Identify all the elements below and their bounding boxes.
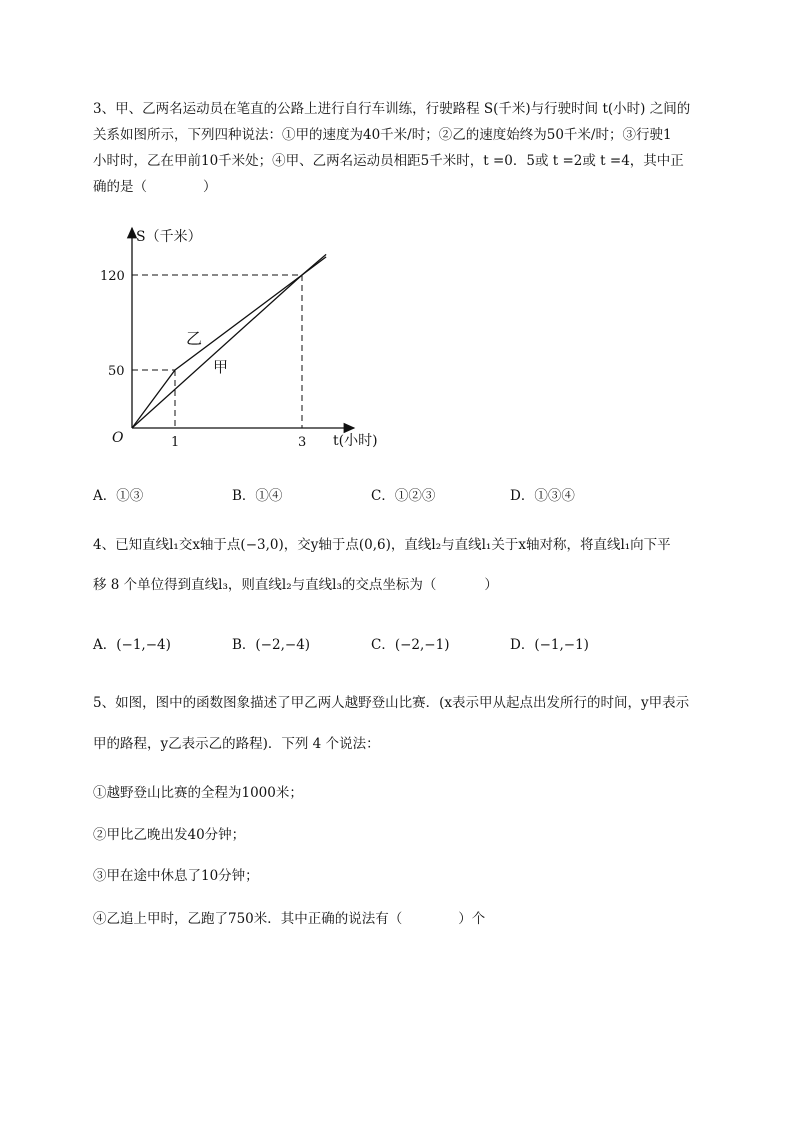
q3-graph (90, 218, 390, 458)
q5-item-1: ①越野登山比赛的全程为1000米； (93, 785, 303, 801)
series-label-yi: 乙 (186, 329, 203, 348)
q5-text-line-1: 5、如图，图中的函数图象描述了甲乙两人越野登山比赛．(x表示甲从起点出发所行的时间，y甲表示 (93, 695, 690, 711)
q3-text-line-3: 小时时，乙在甲前10千米处；④甲、乙两名运动员相距5千米时，t =0．5或 t =2或 t =4，其中正 (93, 153, 684, 169)
q5-item-4 (93, 910, 485, 928)
q4-stem-close: ） (484, 577, 498, 593)
q5-item-4-text: ④乙追上甲时，乙跑了750米．其中正确的说法有（ (93, 911, 403, 927)
q5-item-2: ②甲比乙晚出发40分钟； (93, 827, 246, 843)
series-label-jia: 甲 (213, 358, 229, 376)
q3-option-c: C．①②③ (371, 488, 436, 504)
y-tick-label: 50 (108, 364, 125, 379)
q3-text-line-2: 关系如图所示，下列四种说法：①甲的速度为40千米/时；②乙的速度始终为50千米/时；③行驶1 (93, 127, 672, 143)
series-line-jia (132, 254, 326, 428)
q4-option-d: D．(−1,−1) (510, 637, 589, 653)
q3-option-b: B．①④ (232, 488, 283, 504)
q5-item-4-tail: ）个 (458, 911, 486, 927)
y-tick-label: 120 (100, 269, 125, 284)
q4-option-b: B．(−2,−4) (232, 637, 311, 653)
q5-item-3: ③甲在途中休息了10分钟； (93, 868, 259, 884)
q3-stem-end: 确的是（ (93, 179, 147, 195)
q3-option-d: D．①③④ (510, 488, 575, 504)
x-tick-label: 1 (171, 435, 180, 450)
q3-option-a: A．①③ (93, 488, 144, 504)
x-axis-label: t(小时) (333, 433, 378, 449)
q3-stem-close: ） (203, 179, 217, 195)
q4-stem-end: 移 8 个单位得到直线l₃，则直线l₂与直线l₃的交点坐标为（ (93, 577, 437, 593)
q4-option-a: A．(−1,−4) (93, 637, 171, 653)
origin-label: O (112, 430, 124, 446)
q4-option-c: C．(−2,−1) (371, 637, 450, 653)
q4-text-line-2 (93, 576, 498, 594)
q5-text-line-2: 甲的路程，y乙表示乙的路程)．下列 4 个说法： (93, 736, 380, 752)
q3-text-line-4 (93, 178, 217, 196)
q4-text-line-1: 4、已知直线l₁交x轴于点(−3,0)，交y轴于点(0,6)，直线l₂与直线l₁关于x轴对称，将直线l₁向下平 (93, 537, 671, 553)
x-tick-label: 3 (298, 435, 307, 450)
q3-text-line-1: 3、甲、乙两名运动员在笔直的公路上进行自行车训练，行驶路程 S(千米)与行驶时间 t(小时) 之间的 (93, 101, 691, 117)
y-axis-label: S（千米） (136, 229, 202, 245)
